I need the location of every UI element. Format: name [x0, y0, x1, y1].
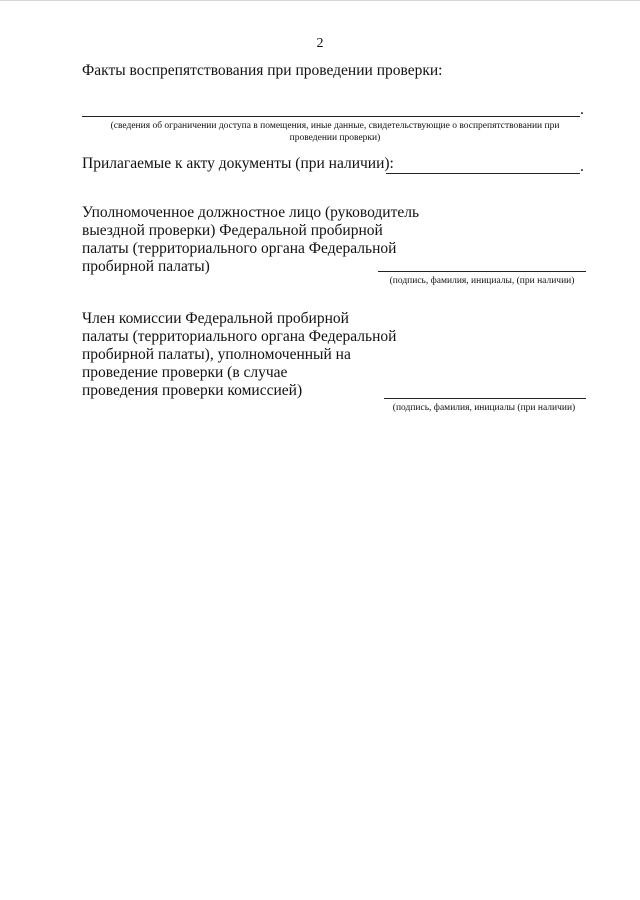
- official-block: [82, 204, 419, 276]
- obstruction-heading: Факты воспрепятствования при проведении проверки:: [82, 62, 443, 79]
- obstruction-fill-line: [82, 116, 580, 117]
- commission-line-4: проведение проверки (в случае: [82, 364, 288, 381]
- obstruction-line-end: .: [580, 101, 584, 118]
- commission-signature-line: [384, 398, 586, 399]
- commission-line-2: палаты (территориального органа Федеральной: [82, 328, 397, 345]
- commission-signature-caption: (подпись, фамилия, инициалы (при наличии): [392, 403, 576, 413]
- official-line-1: Уполномоченное должностное лицо (руководитель: [82, 204, 420, 221]
- official-signature-caption: (подпись, фамилия, инициалы, (при наличии): [389, 276, 575, 286]
- scan-edge: [0, 0, 640, 1]
- attachments-label: Прилагаемые к акту документы (при наличии):: [82, 155, 394, 172]
- official-line-2: выездной проверки) Федеральной пробирной: [82, 222, 383, 239]
- commission-line-1: Член комиссии Федеральной пробирной: [82, 310, 349, 327]
- obstruction-caption-2: проведении проверки): [289, 133, 381, 143]
- commission-block: [82, 310, 396, 400]
- official-line-3: палаты (территориального органа Федеральной: [82, 240, 397, 257]
- attachments-fill-line: [386, 173, 580, 174]
- page-number: 2: [316, 36, 324, 51]
- commission-line-5: проведения проверки комиссией): [82, 382, 303, 399]
- official-signature-line: [378, 271, 586, 272]
- commission-line-3: пробирной палаты), уполномоченный на: [82, 346, 351, 363]
- attachments-line-end: .: [580, 158, 584, 175]
- official-line-4: пробирной палаты): [82, 258, 210, 275]
- obstruction-caption-1: (сведения об ограничении доступа в помещения, иные данные, свидетельствующие о воспрепятствовании при: [110, 121, 560, 131]
